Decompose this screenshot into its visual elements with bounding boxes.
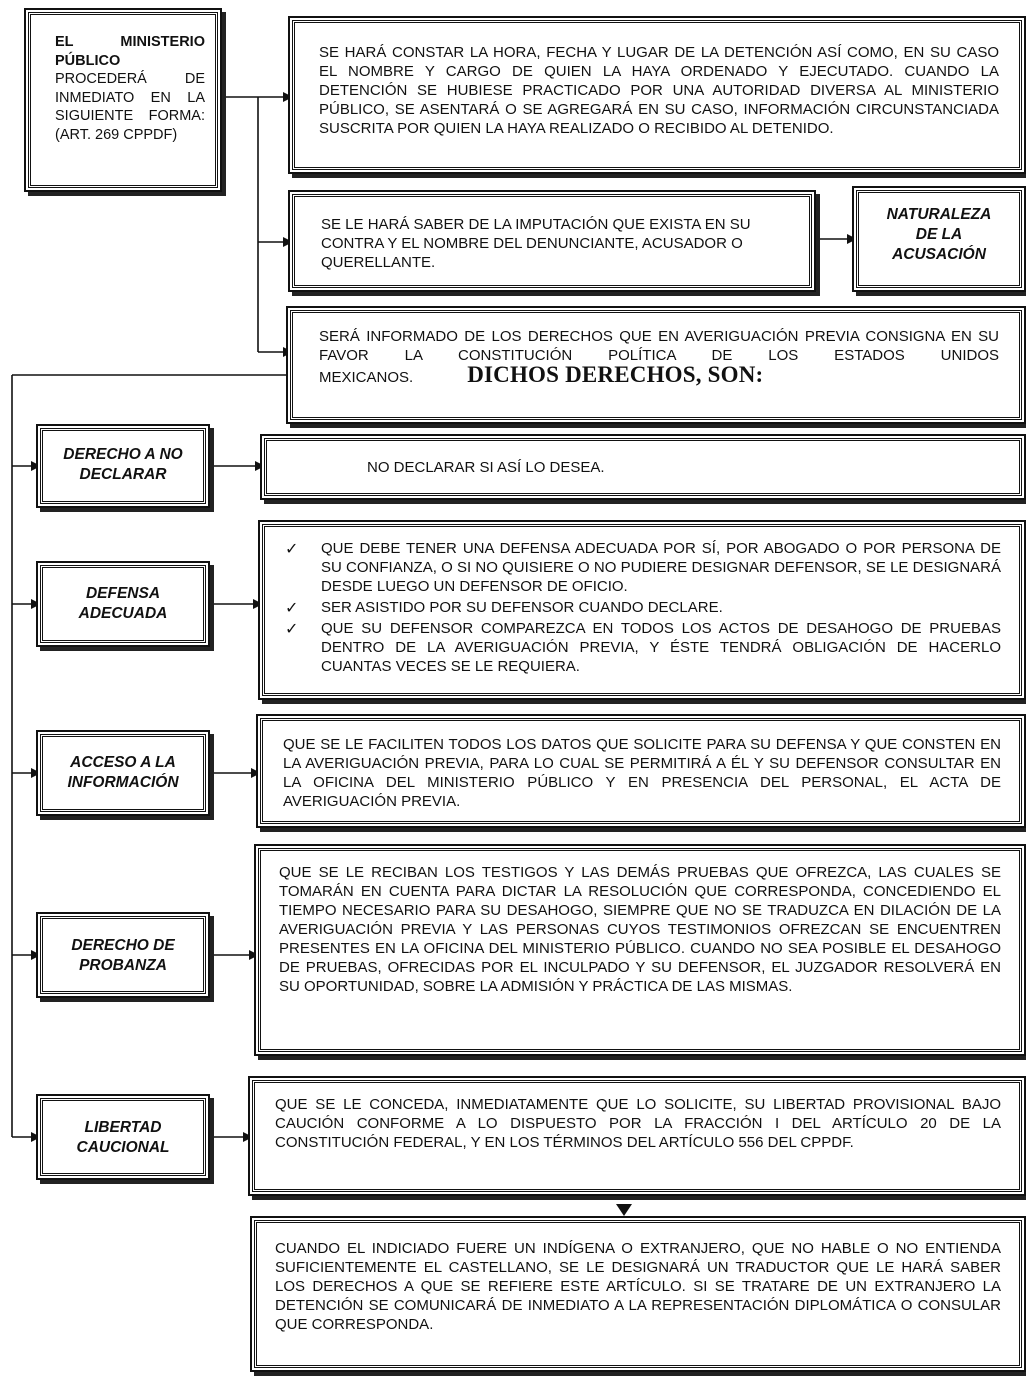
nature-box bbox=[856, 190, 1022, 288]
check-icon: ✓ bbox=[285, 539, 299, 558]
right-desc-5: QUE SE LE CONCEDA, INMEDIATAMENTE QUE LO SOLICITE, SU LIBERTAD PROVISIONAL BAJO CAUCIÓN CONFORME A LO DISPUESTO POR LA FRACCIÓN I DEL ARTÍCULO 20 DE LA CONSTITUCIÓN FEDERAL, Y EN LOS TÉRMINOS DEL ARTÍCULO 556 DEL CPPDF. bbox=[275, 1096, 1001, 1151]
imputation-box bbox=[292, 194, 812, 288]
right-label-2: DEFENSA ADECUADA bbox=[78, 585, 168, 622]
right-label-box-5 bbox=[40, 1098, 206, 1176]
right-desc-1: NO DECLARAR SI ASÍ LO DESEA. bbox=[367, 459, 605, 476]
right-label-5: LIBERTAD CAUCIONAL bbox=[76, 1119, 170, 1156]
right-desc-box-4 bbox=[258, 848, 1022, 1052]
intro-title: EL MINISTERIO PÚBLICO bbox=[55, 34, 205, 69]
checklist-item: ✓ SER ASISTIDO POR SU DEFENSOR CUANDO DECLARE. bbox=[285, 598, 723, 617]
right-label-4: DERECHO DE PROBANZA bbox=[71, 937, 175, 974]
right-label-1: DERECHO A NO DECLARAR bbox=[63, 446, 183, 483]
arrow-down-to-final-note bbox=[616, 1204, 632, 1216]
right-label-3: ACCESO A LA INFORMACIÓN bbox=[67, 754, 179, 791]
right-desc-box-1 bbox=[264, 438, 1022, 496]
intro-text: PROCEDERÁ DE INMEDIATO EN LA SIGUIENTE FORMA: (ART. 269 CPPDF) bbox=[55, 71, 205, 143]
nature-label: NATURALEZA DE LA ACUSACIÓN bbox=[886, 206, 992, 263]
right-label-box-3 bbox=[40, 734, 206, 812]
checklist-item: ✓ QUE DEBE TENER UNA DEFENSA ADECUADA POR SÍ, POR ABOGADO O POR PERSONA DE SU CONFIANZA, O SI NO QUISIERE O NO PUDIERE DESIGNAR DEFENSOR, SE LE DESIGNARÁ DESDE LUEGO UN DEFENSOR DE OFICIO. bbox=[285, 539, 1001, 595]
rights-heading: DICHOS DERECHOS, SON: bbox=[467, 362, 764, 387]
right-desc-box-2 bbox=[262, 524, 1022, 696]
informed-text: SERÁ INFORMADO DE LOS DERECHOS QUE EN AVERIGUACIÓN PREVIA CONSIGNA EN SU FAVOR LA CONSTITUCIÓN POLÍTICA DE LOS ESTADOS UNIDOS MEXICANOS. bbox=[319, 328, 999, 386]
right-label-box-4 bbox=[40, 916, 206, 994]
defense-checklist bbox=[285, 539, 1001, 678]
final-note-text: CUANDO EL INDICIADO FUERE UN INDÍGENA O EXTRANJERO, QUE NO HABLE O NO ENTIENDA SUFICIENTEMENTE EL CASTELLANO, SE LE DESIGNARÁ UN TRADUCTOR QUE LE HARÁ SABER LOS DERECHOS A QUE SE REFIERE ESTE ARTÍCULO. SI SE TRATARE DE UN EXTRANJERO LA DETENCIÓN SE COMUNICARÁ DE INMEDIATO A LA REPRESENTACIÓN DIPLOMÁTICA O CONSULAR QUE CORRESPONDA. bbox=[275, 1240, 1001, 1333]
check-icon: ✓ bbox=[285, 619, 299, 638]
right-desc-4: QUE SE LE RECIBAN LOS TESTIGOS Y LAS DEMÁS PRUEBAS QUE OFREZCA, LAS CUALES SE TOMARÁN EN CUENTA PARA DICTAR LA RESOLUCIÓN QUE CORRESPONDA, CONCEDIENDO EL TIEMPO NECESARIO PARA SU DESAHOGO, SIEMPRE QUE NO SE TRADUZCA EN DILACIÓN DE LA AVERIGUACIÓN PREVIA Y LAS PERSONAS CUYOS TESTIMONIOS OFREZCAN SE ENCUENTREN PRESENTES EN LA OFICINA DEL MINISTERIO PÚBLICO. CUANDO NO SEA POSIBLE EL DESAHOGO DE PRUEBAS, OFRECIDAS POR EL INCULPADO Y SU DEFENSOR, EL JUZGADOR RESOLVERÁ EN SU OPORTUNIDAD, SOBRE LA ADMISIÓN Y PRÁCTICA DE LAS MISMAS. bbox=[279, 864, 1001, 995]
informed-box bbox=[290, 310, 1022, 420]
imputation-text: SE LE HARÁ SABER DE LA IMPUTACIÓN QUE EXISTA EN SU CONTRA Y EL NOMBRE DEL DENUNCIANTE, ACUSADOR O QUERELLANTE. bbox=[321, 216, 751, 271]
detention-text: SE HARÁ CONSTAR LA HORA, FECHA Y LUGAR DE LA DETENCIÓN ASÍ COMO, EN SU CASO EL NOMBRE Y CARGO DE QUIEN LA HAYA ORDENADO Y EJECUTADO. CUANDO LA DETENCIÓN SE HUBIESE PRACTICADO POR UNA AUTORIDAD DIVERSA AL MINISTERIO PÚBLICO, SE ASENTARÁ O SE AGREGARÁ EN SU CASO, INFORMACIÓN CIRCUNSTANCIADA SUSCRITA POR QUIEN LA HAYA REALIZADO O RECIBIDO AL DETENIDO. bbox=[319, 44, 999, 137]
right-desc-box-5 bbox=[252, 1080, 1022, 1192]
final-note-box bbox=[254, 1220, 1022, 1368]
right-desc-3: QUE SE LE FACILITEN TODOS LOS DATOS QUE SOLICITE PARA SU DEFENSA Y QUE CONSTEN EN LA AVERIGUACIÓN PREVIA, PARA LO CUAL SE PERMITIRÁ A ÉL Y SU DEFENSOR CONSULTAR EN LA OFICINA DEL MINISTERIO PÚBLICO Y EN PRESENCIA DEL PERSONAL, EL ACTA DE AVERIGUACIÓN PREVIA. bbox=[283, 736, 1001, 810]
right-desc-box-3 bbox=[260, 718, 1022, 824]
right-label-box-2 bbox=[40, 565, 206, 643]
detention-box bbox=[292, 20, 1022, 170]
check-icon: ✓ bbox=[285, 598, 299, 617]
checklist-item: ✓ QUE SU DEFENSOR COMPAREZCA EN TODOS LOS ACTOS DE DESAHOGO DE PRUEBAS DENTRO DE LA AVERIGUACIÓN PREVIA, Y ÉSTE TENDRÁ OBLIGACIÓN DE HACERLO CUANTAS VECES SE LE REQUIERA. bbox=[285, 619, 1001, 675]
right-label-box-1 bbox=[40, 428, 206, 504]
intro-box bbox=[28, 12, 218, 188]
